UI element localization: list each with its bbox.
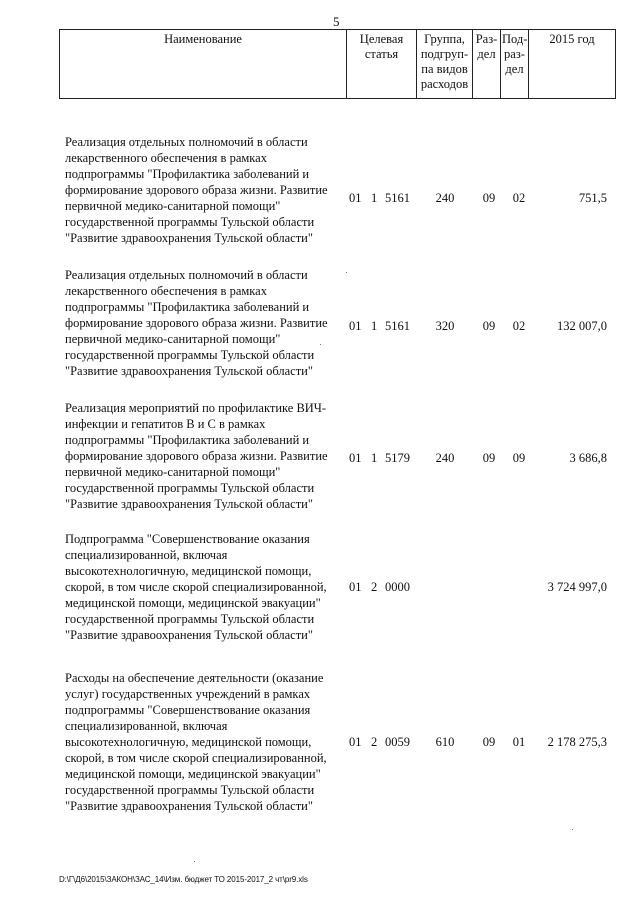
amount: 3 686,8: [569, 451, 607, 465]
code-direction: 0000: [385, 580, 410, 594]
section: 09: [482, 319, 496, 333]
header-year: 2015 год: [529, 30, 616, 99]
header-name: Наименование: [60, 30, 347, 99]
code-direction: 5161: [385, 191, 410, 205]
amount: 751,5: [578, 191, 607, 205]
section: 09: [482, 191, 496, 205]
scan-speck: [346, 272, 347, 273]
scan-speck: [572, 829, 573, 830]
code-subprogram: 2: [371, 580, 378, 594]
expense-group: 240: [435, 191, 455, 205]
code-program: 01: [349, 191, 362, 205]
code-subprogram: 1: [371, 191, 378, 205]
row-name: Реализация отдельных полномочий в области лекарственного обеспечения в рамках подпрограммы "Профилактика заболеваний и формирование здорового образа жизни. Развитие первичной медико-санитарной помощи" государственной программы Тульской области "Развитие здравоохранения Тульской области": [65, 135, 328, 245]
header-section: Раз- дел: [473, 30, 501, 99]
row-name: Реализация мероприятий по профилактике ВИЧ-инфекции и гепатитов В и С в рамках подпрограммы "Профилактика заболеваний и формирование здорового образа жизни. Развитие первичной медико-санитарной помощи" государственной программы Тульской области "Развитие здравоохранения Тульской области": [65, 401, 328, 511]
code-subprogram: 2: [371, 735, 378, 749]
footer-file-path: D:\Г\Д6\2015\ЗАКОН\ЗАС_14\Изм. бюджет ТО 2015-2017_2 чт\pr9.xls: [59, 875, 308, 884]
table-header: [59, 29, 616, 99]
row-name: Расходы на обеспечение деятельности (оказание услуг) государственных учреждений в рамках подпрограммы "Совершенствование оказания специализированной, включая высокотехнологичную, медицинской помощи, скорой, в том числе скорой специализированной, медицинской помощи, медицинской эвакуации" государственной программы Тульской области "Развитие здравоохранения Тульской области": [65, 671, 327, 813]
subsection: 09: [512, 451, 526, 465]
code-subprogram: 1: [371, 451, 378, 465]
code-subprogram: 1: [371, 319, 378, 333]
amount: 3 724 997,0: [547, 580, 607, 594]
header-target: Целевая статья: [347, 30, 417, 99]
scan-speck: [320, 344, 321, 345]
code-direction: 5179: [385, 451, 410, 465]
code-program: 01: [349, 451, 362, 465]
subsection: 01: [512, 735, 526, 749]
header-group: Группа, подгруп- па видов расходов: [417, 30, 473, 99]
code-program: 01: [349, 580, 362, 594]
subsection: 02: [512, 319, 526, 333]
code-direction: 5161: [385, 319, 410, 333]
code-direction: 0059: [385, 735, 410, 749]
row-name: Реализация отдельных полномочий в области лекарственного обеспечения в рамках подпрограммы "Профилактика заболеваний и формирование здорового образа жизни. Развитие первичной медико-санитарной помощи" государственной программы Тульской области "Развитие здравоохранения Тульской области": [65, 268, 328, 378]
amount: 132 007,0: [557, 319, 607, 333]
scan-speck: [194, 861, 195, 862]
subsection: 02: [512, 191, 526, 205]
expense-group: 320: [435, 319, 455, 333]
header-subsection: Под- раз- дел: [501, 30, 529, 99]
expense-group: 610: [435, 735, 455, 749]
expense-group: 240: [435, 451, 455, 465]
section: 09: [482, 451, 496, 465]
page-number: 5: [333, 14, 340, 29]
amount: 2 178 275,3: [547, 735, 607, 749]
row-name: Подпрограмма "Совершенствование оказания специализированной, включая высокотехнологичную, медицинской помощи, скорой, в том числе скорой специализированной, медицинской помощи, медицинской эвакуации" государственной программы Тульской области "Развитие здравоохранения Тульской области": [65, 532, 327, 642]
code-program: 01: [349, 319, 362, 333]
code-program: 01: [349, 735, 362, 749]
section: 09: [482, 735, 496, 749]
